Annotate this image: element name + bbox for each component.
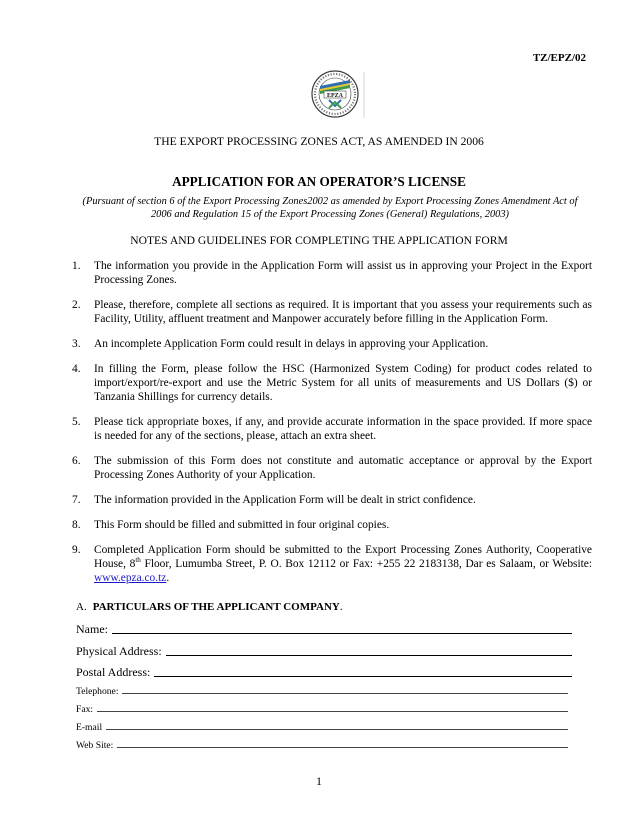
telephone-input-line[interactable] — [122, 692, 568, 694]
website-input-line[interactable] — [117, 746, 568, 748]
section-heading — [76, 601, 343, 613]
epza-emblem-icon — [298, 68, 372, 120]
list-number: 7. — [72, 494, 81, 506]
postal-address-label: Postal Address: — [76, 665, 151, 679]
list-item — [72, 337, 592, 351]
logo-text: EPZA — [326, 93, 344, 99]
list-text: Floor, Lumumba Street, P. O. Box 12112 or Fax: +255 22 2183138, Dar es Salaam, or Website: — [140, 558, 592, 570]
subtitle-line: (Pursuant of section 6 of the Export Processing Zones2002 as amended by Export Processing Zones Amendment Act of — [82, 196, 578, 207]
list-item — [72, 543, 592, 585]
section-letter: A. — [76, 601, 87, 613]
postal-address-field[interactable] — [76, 665, 572, 680]
section-title: PARTICULARS OF THE APPLICANT COMPANY — [92, 601, 340, 613]
subtitle-line: 2006 and Regulation 15 of the Export Processing Zones (General) Regulations, 2003) — [150, 209, 510, 220]
list-number: 4. — [72, 363, 81, 375]
list-text: This Form should be filled and submitted in four original copies. — [94, 519, 390, 531]
list-item — [72, 518, 592, 532]
list-text: . — [166, 572, 170, 584]
name-field[interactable] — [76, 622, 572, 637]
fax-field[interactable] — [76, 704, 568, 715]
list-item — [72, 362, 592, 404]
list-number: 9. — [72, 544, 81, 556]
notes-heading: NOTES AND GUIDELINES FOR COMPLETING THE APPLICATION FORM — [130, 234, 508, 247]
telephone-field[interactable] — [76, 686, 568, 697]
list-item — [72, 454, 592, 482]
website-label: Web Site: — [76, 740, 114, 751]
list-text: The information provided in the Application Form will be dealt in strict confidence. — [94, 494, 476, 506]
physical-address-label: Physical Address: — [76, 644, 162, 658]
fax-label: Fax: — [76, 704, 94, 715]
list-item — [72, 259, 592, 287]
list-number: 1. — [72, 260, 81, 272]
list-item — [72, 415, 592, 443]
list-text: Please tick appropriate boxes, if any, and provide accurate information in the space provided. If more space is needed for any of the sections, please, attach an extra sheet. — [94, 416, 592, 442]
list-text: In filling the Form, please follow the HSC (Harmonized System Coding) for product codes related to import/export/re-export and use the Metric System for all units of measurements and US Dollars ($) or Tanzania Shillings for currency details. — [94, 363, 592, 403]
name-input-line[interactable] — [112, 632, 572, 634]
notes-list — [72, 259, 592, 596]
email-input-line[interactable] — [106, 728, 568, 730]
list-number: 3. — [72, 338, 81, 350]
list-text: The submission of this Form does not constitute and automatic acceptance or approval by the Export Processing Zones Authority of your Application. — [94, 455, 592, 481]
fax-input-line[interactable] — [97, 710, 568, 712]
website-field[interactable] — [76, 740, 568, 751]
name-label: Name: — [76, 622, 108, 636]
email-label: E-mail — [76, 722, 103, 733]
list-text: The information you provide in the Application Form will assist us in approving your Project in the Export Processing Zones. — [94, 260, 592, 286]
act-title: THE EXPORT PROCESSING ZONES ACT, AS AMENDED IN 2006 — [154, 135, 484, 148]
list-item — [72, 493, 592, 507]
postal-address-input-line[interactable] — [154, 675, 572, 677]
form-subtitle — [80, 195, 580, 221]
list-number: 6. — [72, 455, 81, 467]
email-field[interactable] — [76, 722, 568, 733]
section-title-end: . — [339, 601, 343, 613]
list-text: An incomplete Application Form could result in delays in approving your Application. — [94, 338, 489, 350]
form-code: TZ/EPZ/02 — [532, 52, 586, 64]
website-link[interactable]: www.epza.co.tz — [94, 572, 167, 584]
list-number: 8. — [72, 519, 81, 531]
list-number: 2. — [72, 299, 81, 311]
physical-address-input-line[interactable] — [166, 654, 572, 656]
list-number: 5. — [72, 416, 81, 428]
list-text: Please, therefore, complete all sections as required. It is important that you assess your requirements such as Facility, Utility, affluent treatment and Manpower accurately before filling in the Application Form. — [94, 299, 592, 325]
list-text: Completed Application Form should be submitted to the Export Processing Zones Authority, Cooperative House, 8 — [94, 544, 592, 570]
form-title: APPLICATION FOR AN OPERATOR’S LICENSE — [172, 174, 466, 189]
list-item — [72, 298, 592, 326]
telephone-label: Telephone: — [76, 686, 119, 697]
ordinal-suffix: th — [135, 556, 141, 565]
page-number: 1 — [316, 774, 322, 788]
physical-address-field[interactable] — [76, 644, 572, 659]
